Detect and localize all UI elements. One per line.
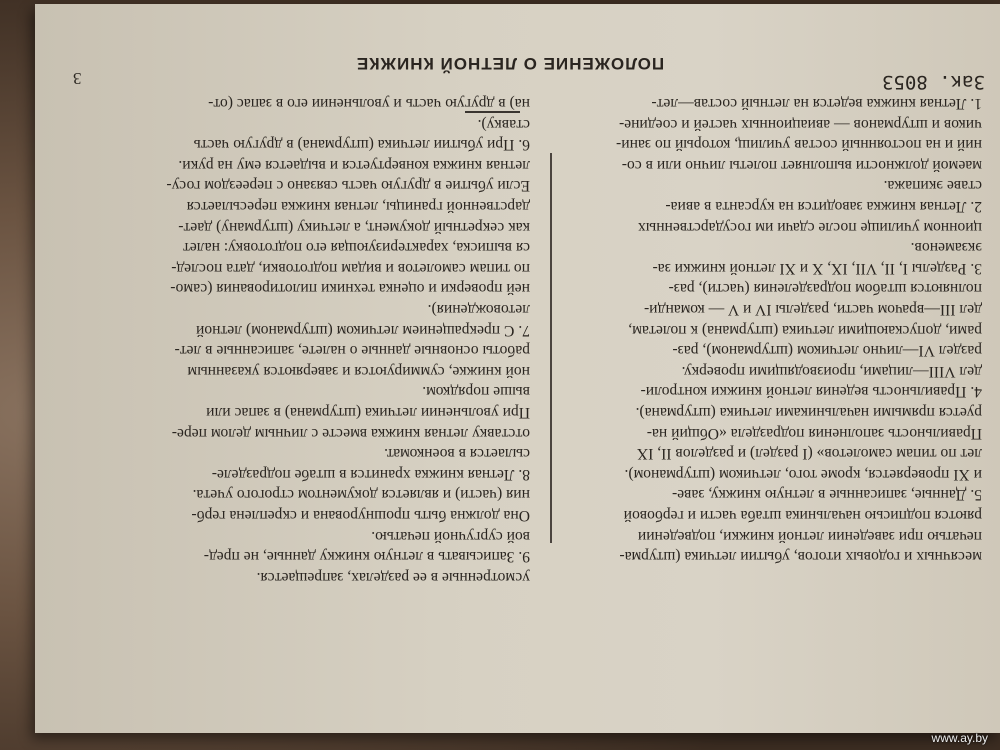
text-line: Правильность заполнения подраздела «Общий на- xyxy=(646,424,982,442)
text-line: и XI проверяется, кроме того, летчиком (штурманом). xyxy=(624,465,982,483)
text-line: Она должна быть прошнурована и скреплена герб- xyxy=(191,507,530,524)
text-line: вой сургучной печатью. xyxy=(371,527,530,545)
text-line: на) в другую часть и увольнении его в запас (от- xyxy=(208,95,530,112)
document-sheet xyxy=(35,4,1000,733)
text-line: Если убытие в другую часть связано с переездом госу- xyxy=(166,177,530,195)
text-line: ставе экипажа. xyxy=(883,177,982,195)
text-line: полняются штабом подразделения (части), раз- xyxy=(668,280,982,298)
text-line: 7. С прекращением летчиком (штурманом) летной xyxy=(196,321,530,339)
text-line: ционном училище после сдачи им государственных xyxy=(637,218,982,236)
text-line: месячных и годовых итогов, убытии летчика (штурма- xyxy=(619,548,982,566)
text-line: раздел VI—лично летчиком (штурманом), раз- xyxy=(672,342,982,360)
text-line: экзаменов. xyxy=(910,239,982,257)
text-line: рами, допускающими летчика (штурмана) к полетам, xyxy=(628,321,982,339)
text-line: летная книжка конвертуется и выдается ему на руки. xyxy=(178,156,530,174)
rotated-page xyxy=(35,4,1000,733)
text-line: дел VIII—лицами, производящими проверку. xyxy=(681,362,982,380)
text-line: как секретный документ, а летчику (штурману) дает- xyxy=(178,218,530,236)
text-line: отставку летная книжка вместе с личным делом пере- xyxy=(171,424,530,442)
site-watermark: www.ay.by xyxy=(931,731,988,745)
text-line: 2. Летная книжка заводится на курсанта в авиа- xyxy=(665,198,982,215)
text-line: 8. Летная книжка хранится в штабе подразделе- xyxy=(211,465,530,483)
text-line: ней проверки и оценка техники пилотирования (само- xyxy=(170,280,530,298)
text-line: маемой должности выполняет полеты лично или в со- xyxy=(621,156,982,174)
text-line: ставку). xyxy=(477,115,530,133)
text-line: усмотренные в ее разделах, запрещается. xyxy=(256,568,530,586)
page-title: ПОЛОЖЕНИЕ О ЛЕТНОЙ КНИЖКЕ xyxy=(355,54,665,73)
text-line: по типам самолетов и видам подготовки, дата послед- xyxy=(171,259,530,277)
text-line: руется прямыми начальниками летчика (штурмана). xyxy=(635,404,982,421)
text-line: 5. Данные, записанные в летную книжку, заве- xyxy=(672,486,982,504)
text-line: 6. При убытии летчика (штурмана) в другую часть xyxy=(193,136,530,154)
page-number: 3 xyxy=(73,69,82,88)
text-line: лет по типам самолетов» (I раздел) и разделов II, IX xyxy=(636,445,982,463)
text-line: ся выписка, характеризующая его подготовку: налет xyxy=(183,239,530,257)
text-line: ний и на постоянный состав училищ, который по зани- xyxy=(616,136,982,154)
text-line: летовождения). xyxy=(427,301,530,318)
text-line: дел III—врачом части, разделы IV и V — команди- xyxy=(644,301,982,318)
text-line: чиков и штурманов — авиационных частей и соедине- xyxy=(619,115,982,133)
column-divider xyxy=(550,153,552,543)
text-line: ния (части) и является документом строгого учета. xyxy=(192,486,530,504)
text-line: 3. Разделы I, II, VII, IX, X и XI летной книжки за- xyxy=(652,259,982,277)
text-line: работы основные данные о налете, записанные в лет- xyxy=(174,342,530,360)
text-line: 4. Правильность ведения летной книжки контроли- xyxy=(640,383,982,401)
text-line: ряются подписью начальника штаба части и гербовой xyxy=(623,507,982,524)
text-line: дарственной границы, летная книжка пересылается xyxy=(186,198,530,215)
text-line: выше порядком. xyxy=(422,383,530,401)
text-line: ной книжке, суммируются и заверяются указанным xyxy=(187,362,530,380)
text-line: 9. Записывать в летную книжку данные, не пред- xyxy=(203,548,530,566)
text-line: печатью при заведении летной книжки, подведении xyxy=(637,527,982,545)
text-line: При увольнении летчика (штурмана) в запас или xyxy=(206,404,530,421)
text-line: 1. Летная книжка ведется на летный состав—лет- xyxy=(651,95,982,112)
text-line: сылается в военкомат. xyxy=(384,445,530,463)
order-code: Зак. 8053 xyxy=(882,71,985,93)
